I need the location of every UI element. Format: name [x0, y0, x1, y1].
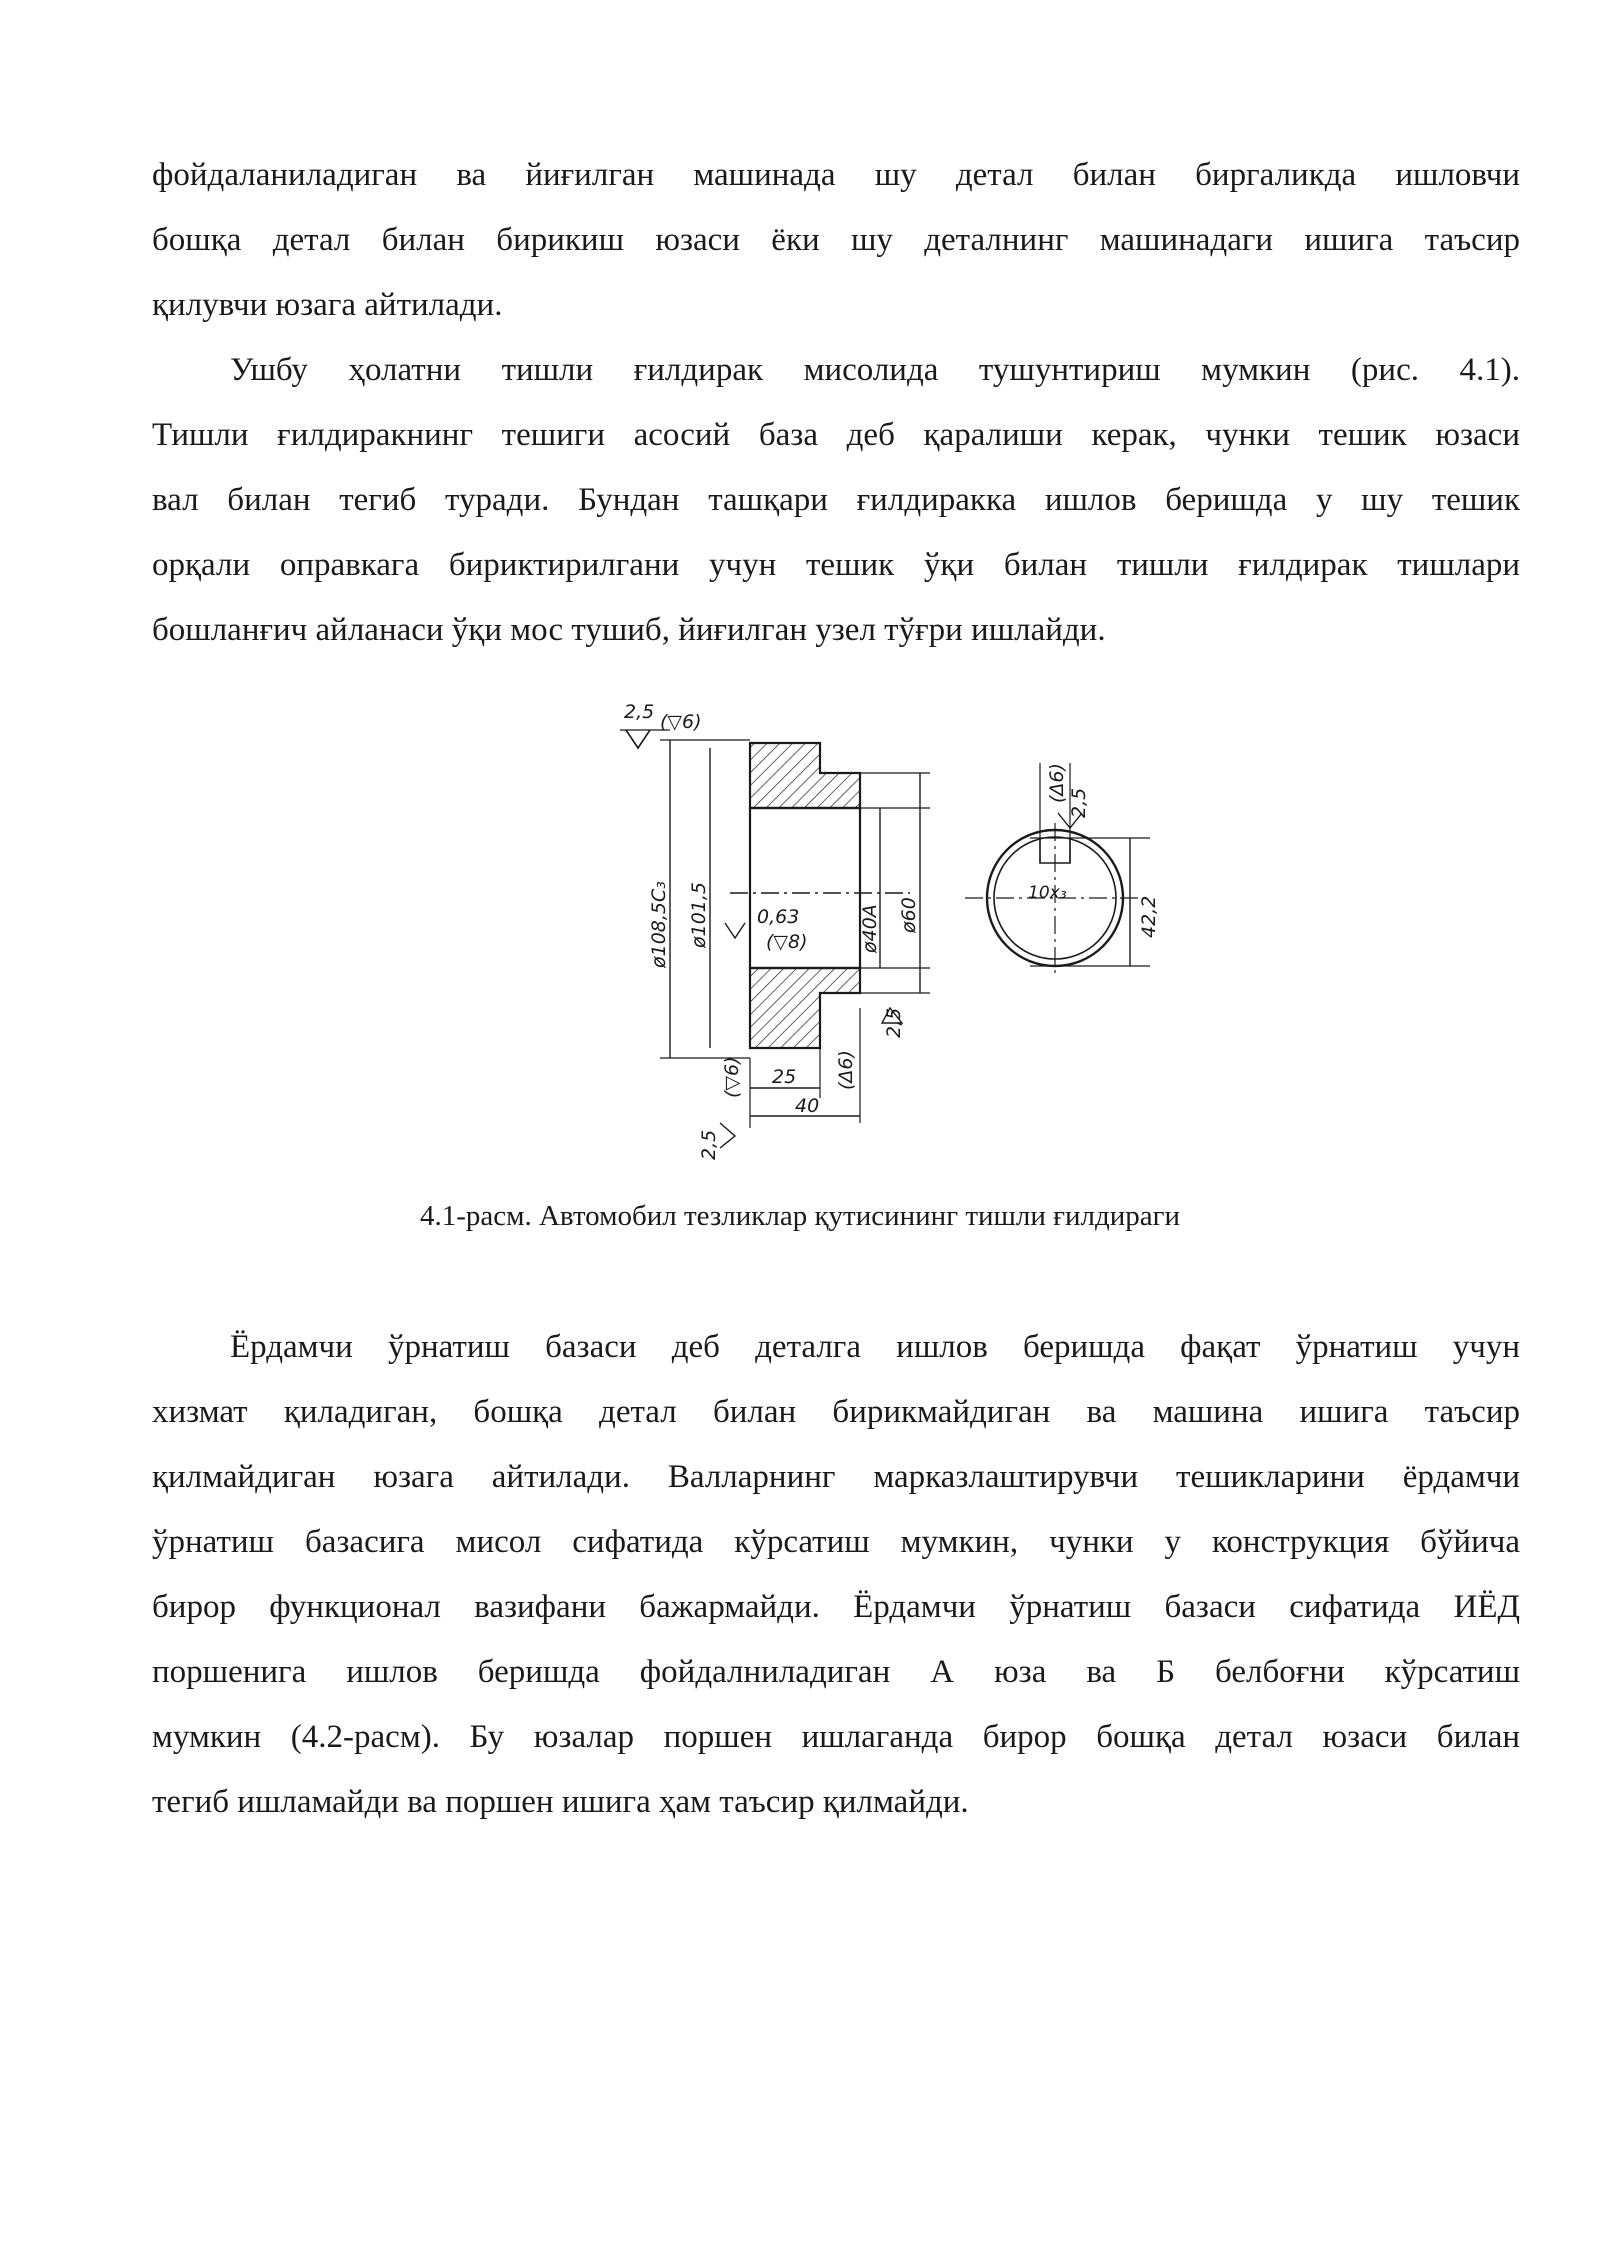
gear-drawing-figure	[590, 678, 1170, 1178]
text-line: хизмат қиладиган, бошқа детал билан бирикмайдиган ва машина ишига таъсир	[152, 1394, 1520, 1430]
gear-section-lower	[750, 968, 860, 1048]
label-rough-bore: 0,63	[757, 906, 800, 928]
label-rough-bottom-paren: (▽6)	[721, 1056, 743, 1098]
figure-caption: 4.1-расм. Автомобил тезликлар қутисининг тишли ғилдираги	[419, 1200, 1181, 1232]
label-circle-dim: 42,2	[1138, 895, 1160, 938]
text-line: Ушбу ҳолатни тишли ғилдирак мисолида тушунтириш мумкин (рис. 4.1).	[230, 352, 1520, 388]
label-dia-bore: ø40А	[859, 904, 881, 953]
label-dim-25: 25	[772, 1066, 797, 1088]
text-line: бошқа детал билан бирикиш юзаси ёки шу деталнинг машинадаги ишига таъсир	[152, 222, 1520, 258]
text-line: бошланғич айланаси ўқи мос тушиб, йиғилган узел тўғри ишлайди.	[152, 612, 1106, 648]
gear-section-upper	[750, 743, 860, 808]
label-dim-40: 40	[795, 1095, 820, 1117]
text-line: фойдаланиладиган ва йиғилган машинада шу детал билан биргаликда ишловчи	[152, 157, 1520, 193]
paragraph-1	[152, 143, 1520, 338]
text-line: қилувчи юзага айтилади.	[152, 287, 503, 323]
text-line: бирор функционал вазифани бажармайди. Ёрдамчи ўрнатиш базаси сифатида ИЁД	[152, 1589, 1520, 1625]
paragraph-3	[152, 1315, 1520, 1835]
text-line: орқали оправкага бириктирилгани учун тешик ўқи билан тишли ғилдирак тишлари	[152, 547, 1520, 583]
text-line: ўрнатиш базасига мисол сифатида кўрсатиш мумкин, чунки у конструкция бўйича	[152, 1524, 1520, 1560]
label-rough-delta: (Δ6)	[835, 1050, 857, 1090]
label-circle-keyway: 10х₃	[1028, 883, 1067, 903]
text-line: поршенига ишлов беришда фойдалниладиган А юза ва Б белбоғни кўрсатиш	[152, 1654, 1520, 1690]
text-line: вал билан тегиб туради. Бундан ташқари ғилдиракка ишлов беришда у шу тешик	[152, 482, 1520, 518]
label-rough-top: 2,5	[624, 701, 655, 723]
text-line: мумкин (4.2-расм). Бу юзалар поршен ишлаганда бирор бошқа детал юзаси билан	[152, 1719, 1520, 1755]
text-line: тегиб ишламайди ва поршен ишига ҳам таъсир қилмайди.	[152, 1784, 969, 1820]
label-circle-rough-paren: (Δ6)	[1046, 763, 1068, 803]
text-line: қилмайдиган юзага айтилади. Валларнинг марказлаштирувчи тешикларини ёрдамчи	[152, 1459, 1520, 1495]
label-rough-bore-paren: (▽8)	[766, 931, 808, 953]
label-circle-rough: 2,5	[1068, 787, 1090, 818]
text-line: Ёрдамчи ўрнатиш базаси деб деталга ишлов беришда фақат ўрнатиш учун	[230, 1329, 1520, 1365]
text-line: Тишли ғилдиракнинг тешиги асосий база деб қаралиши керак, чунки тешик юзаси	[152, 417, 1520, 453]
label-dia-bore-outer: ø60	[898, 897, 920, 933]
label-dia-hub: ø101,5	[688, 881, 710, 948]
label-rough-right: 2,5	[883, 1007, 905, 1038]
label-rough-bottom: 2,5	[698, 1129, 720, 1160]
gear-drawing	[590, 678, 1170, 1178]
label-rough-top-paren: (▽6)	[660, 711, 702, 733]
paragraph-2	[152, 338, 1520, 663]
label-dia-outer: ø108,5С₃	[648, 881, 670, 968]
